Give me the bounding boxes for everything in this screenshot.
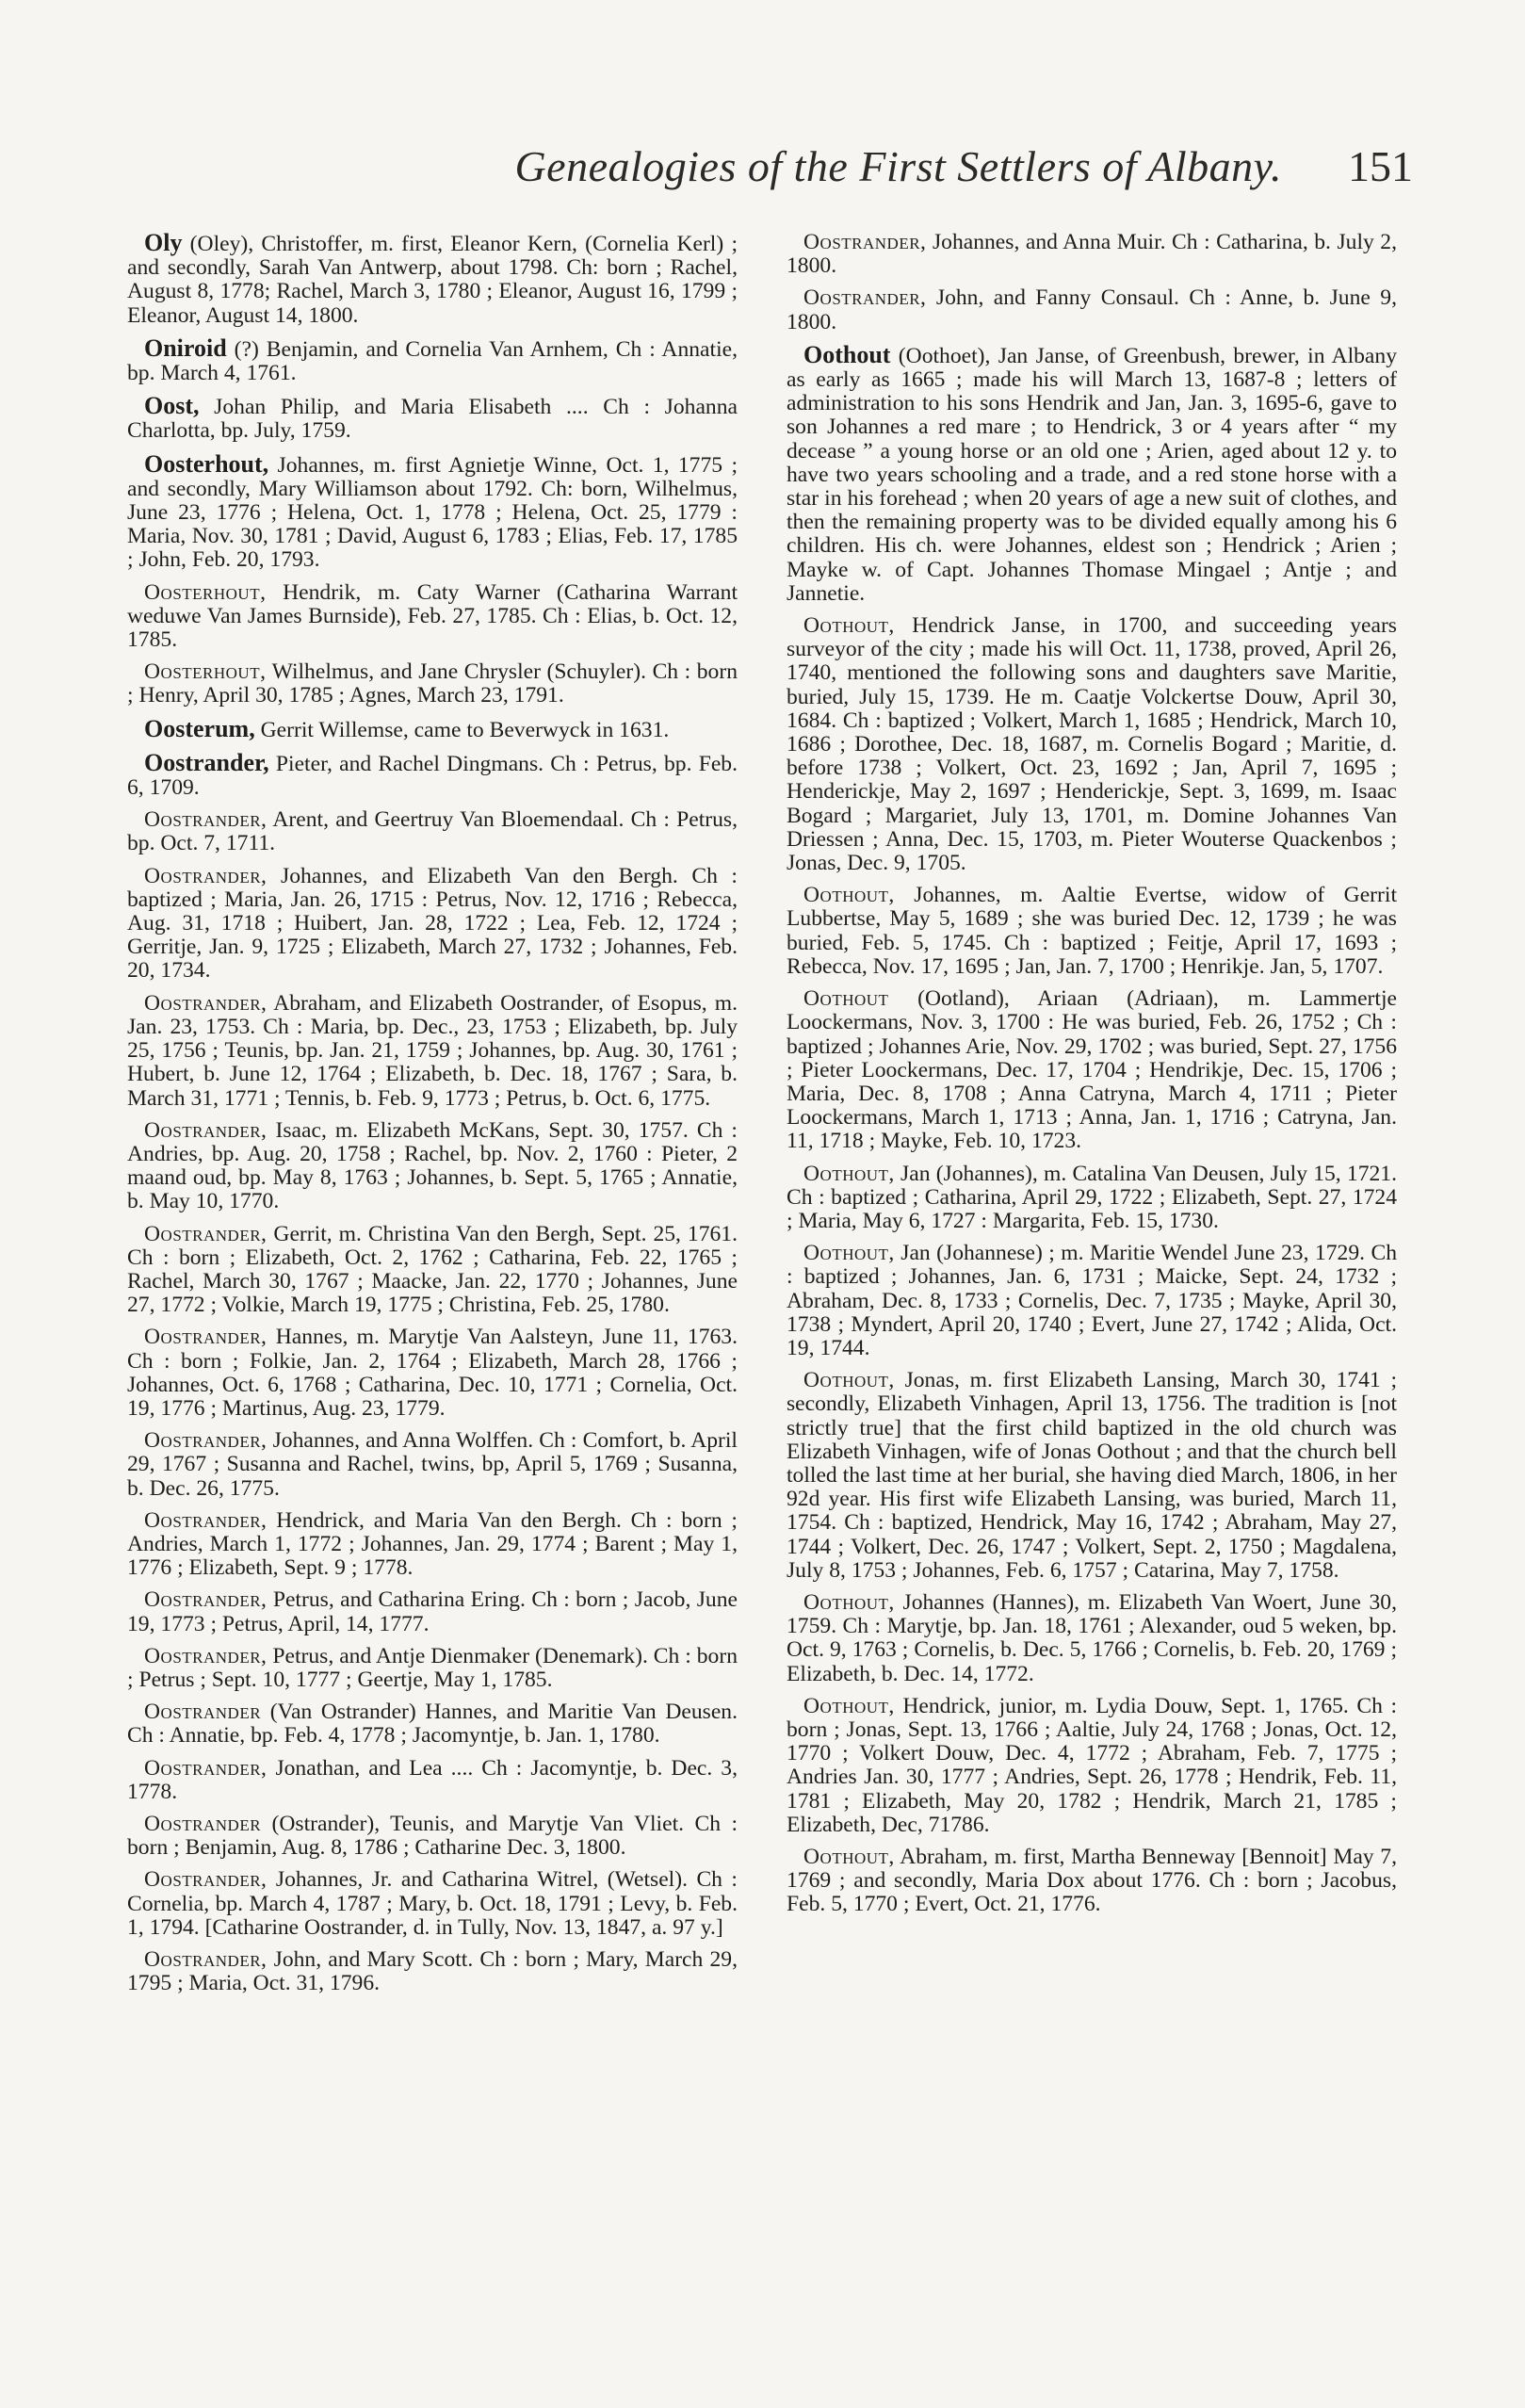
- genealogy-entry: [127, 1223, 738, 1318]
- entry-text: (Ootland), Ariaan (Adriaan), m. Lammertje Loockermans, Nov. 3, 1700 : He was buried, Feb. 26, 1752 ; Ch : baptized ; Johannes Arie, Nov. 29, 1702 ; was buried, Sept. 27, 1756 ; Pieter Loockermans, Dec. 17, 1704 ; Hendrikje, Dec. 15, 1706 ; Maria, Dec. 8, 1708 ; Anna Catryna, March 4, 1711 ; Pieter Loockermans, March 1, 1713 ; Anna, Jan. 1, 1716 ; Catryna, Jan. 11, 1718 ; Mayke, Feb. 10, 1723.: [787, 986, 1397, 1154]
- entry-text: Petrus, and Catharina Ering. Ch : born ; Jacob, June 19, 1773 ; Petrus, April, 14, 1777.: [127, 1587, 738, 1636]
- entry-surname: Oothout,: [803, 1368, 895, 1393]
- genealogy-entry: [127, 660, 738, 708]
- entry-surname: Oostrander,: [803, 285, 927, 311]
- genealogy-entry: [127, 336, 738, 385]
- entry-text: Isaac, m. Elizabeth McKans, Sept. 30, 1757. Ch : Andries, bp. Aug. 20, 1758 ; Rachel, bp. Nov. 2, 1760 : Pieter, 2 maand oud, bp. May 8, 1763 ; Johannes, b. Sept. 5, 1765 ; Annatie, b. May 10, 1770.: [127, 1117, 738, 1214]
- genealogy-entry: [787, 884, 1397, 979]
- entry-surname: Oostrander: [144, 1811, 262, 1836]
- genealogy-entry: [127, 1509, 738, 1581]
- genealogy-entry: [127, 748, 738, 801]
- genealogy-entry: [787, 231, 1397, 278]
- entry-surname: Oostrander,: [144, 1867, 268, 1893]
- entry-surname: Oosterhout,: [144, 659, 267, 685]
- entry-text: (Oley), Christoffer, m. first, Eleanor Kern, (Cornelia Kerl) ; and secondly, Sarah Van Antwerp, about 1798. Ch: born ; Rachel, August 8, 1778; Rachel, March 3, 1780 ; Eleanor, August 16, 1799 ; Eleanor, August 14, 1800.: [127, 232, 738, 328]
- genealogy-entry: [127, 992, 738, 1111]
- genealogy-entry: [127, 865, 738, 984]
- entry-surname: Oostrander,: [144, 1117, 268, 1143]
- entry-surname: Oostrander,: [144, 863, 268, 888]
- entry-surname: Oothout: [803, 340, 891, 368]
- entry-surname: Oostrander,: [144, 990, 268, 1016]
- genealogy-entry: [127, 1119, 738, 1214]
- entry-text: Johannes, and Anna Wolffen. Ch : Comfort, b. April 29, 1767 ; Susanna and Rachel, twins, bp, April 5, 1769 ; Susanna, b. Dec. 26, 1775.: [127, 1428, 738, 1501]
- entry-text: Johan Philip, and Maria Elisabeth .... Ch : Johanna Charlotta, bp. July, 1759.: [127, 395, 738, 444]
- entry-text: Gerrit Willemse, came to Beverwyck in 1631.: [254, 717, 670, 742]
- genealogy-entry: [787, 340, 1397, 606]
- entry-surname: Oostrander,: [144, 1221, 268, 1246]
- entry-text: (?) Benjamin, and Cornelia Van Arnhem, Ch : Annatie, bp. March 4, 1761.: [127, 336, 738, 386]
- entry-text: Jonathan, and Lea .... Ch : Jacomyntje, b. Dec. 3, 1778.: [127, 1755, 738, 1804]
- entry-surname: Oothout,: [803, 883, 895, 908]
- entry-text: (Oothoet), Jan Janse, of Greenbush, brewer, in Albany as early as 1665 ; made his will March 13, 1687-8 ; letters of administration to his sons Hendrik and Jan, Jan. 3, 1695-6, gave to son Johannes a red mare ; to Hendrick, 3 or 4 years after “ my decease ” a young horse or an old one ; Arien, aged about 12 y. to have two years schooling and a trade, and a red stone horse with a star in his forehead ; when 20 years of age a new suit of clothes, and then the remaining property was to be divided equally among his 6 children. His ch. were Johannes, eldest son ; Hendrick ; Arien ; Mayke w. of Capt. Johannes Thomase Mingael ; Antje ; and Jannetie.: [787, 343, 1397, 606]
- entry-surname: Oothout,: [803, 1241, 895, 1266]
- genealogy-entry: [127, 394, 738, 443]
- entry-text: Hannes, m. Marytje Van Aalsteyn, June 11, 1763. Ch : born ; Folkie, Jan. 2, 1764 ; Elizabeth, March 28, 1766 ; Johannes, Oct. 6, 1768 ; Catharina, Dec. 10, 1771 ; Cornelia, Oct. 19, 1776 ; Martinus, Aug. 23, 1779.: [127, 1325, 738, 1421]
- genealogy-entry: [787, 1591, 1397, 1686]
- entry-surname: Oosterhout,: [144, 579, 267, 605]
- entry-text: Hendrick, junior, m. Lydia Douw, Sept. 1, 1765. Ch : born ; Jonas, Sept. 13, 1766 ; Aaltie, July 24, 1768 ; Jonas, Oct. 12, 1770 ; Volkert Douw, Dec. 4, 1772 ; Abraham, Feb. 7, 1775 ; Andries Jan. 30, 1777 ; Andries, Sept. 26, 1778 ; Hendrik, Feb. 11, 1781 ; Elizabeth, May 20, 1782 ; Hendrik, March 21, 1785 ; Elizabeth, Dec, 71786.: [787, 1693, 1397, 1837]
- genealogy-entry: [127, 581, 738, 653]
- entry-surname: Oostrander,: [144, 1587, 268, 1613]
- entry-text: Johannes (Hannes), m. Elizabeth Van Woert, June 30, 1759. Ch : Marytje, bp. Jan. 18, 1761 ; Alexander, oud 5 weken, bp. Oct. 9, 1763 ; Cornelis, b. Dec. 5, 1766 ; Cornelis, b. Feb. 20, 1769 ; Elizabeth, b. Dec. 14, 1772.: [787, 1589, 1397, 1686]
- entry-text: (Van Ostrander) Hannes, and Maritie Van Deusen. Ch : Annatie, bp. Feb. 4, 1778 ; Jacomyntje, b. Jan. 1, 1780.: [127, 1700, 738, 1749]
- entry-surname: Oostrander,: [144, 807, 268, 833]
- entry-text: Pieter, and Rachel Dingmans. Ch : Petrus, bp. Feb. 6, 1709.: [127, 751, 738, 801]
- entry-surname: Oothout,: [803, 1845, 895, 1869]
- page-header: [358, 141, 1413, 207]
- genealogy-entry: [787, 286, 1397, 334]
- entry-text: Arent, and Geertruy Van Bloemendaal. Ch : Petrus, bp. Oct. 7, 1711.: [127, 807, 738, 856]
- genealogy-entry: [127, 1429, 738, 1501]
- running-title: Genealogies of the First Settlers of Albany.: [514, 142, 1282, 190]
- entry-text: Hendrik, m. Caty Warner (Catharina Warrant weduwe Van James Burnside), Feb. 27, 1785. Ch : Elias, b. Oct. 12, 1785.: [127, 579, 738, 653]
- genealogy-entry: [787, 1163, 1397, 1234]
- genealogy-entry: [127, 1948, 738, 1995]
- entry-surname: Oly: [144, 229, 183, 256]
- entry-text: Petrus, and Antje Dienmaker (Denemark). Ch : born ; Petrus ; Sept. 10, 1777 ; Geertje, May 1, 1785.: [127, 1643, 738, 1692]
- genealogy-entry: [787, 614, 1397, 875]
- entry-text: Johannes, and Anna Muir. Ch : Catharina, b. July 2, 1800.: [787, 230, 1397, 279]
- entry-surname: Oniroid: [144, 334, 227, 362]
- entry-surname: Oothout,: [803, 1161, 895, 1186]
- entry-text: Johannes, and Elizabeth Van den Bergh. Ch : baptized ; Maria, Jan. 26, 1715 : Petrus, Nov. 12, 1716 ; Rebecca, Aug. 31, 1718 ; Huibert, Jan. 28, 1722 ; Lea, Feb. 12, 1724 ; Gerritje, Jan. 9, 1725 ; Elizabeth, March 27, 1732 ; Johannes, Feb. 20, 1734.: [127, 863, 738, 984]
- right-column: [787, 231, 1397, 1926]
- genealogy-entry: [127, 1813, 738, 1860]
- genealogy-entry: [127, 1868, 738, 1940]
- entry-surname: Oostrander,: [803, 230, 927, 254]
- entry-text: Jan (Johannese) ; m. Maritie Wendel June 23, 1729. Ch : baptized ; Johannes, Jan. 6, 1731 ; Maicke, Sept. 24, 1732 ; Abraham, Dec. 8, 1733 ; Cornelis, Dec. 7, 1735 ; Mayke, April 30, 1738 ; Myndert, April 20, 1740 ; Evert, June 27, 1742 ; Alida, Oct. 19, 1744.: [787, 1241, 1397, 1360]
- entry-text: John, and Fanny Consaul. Ch : Anne, b. June 9, 1800.: [787, 285, 1397, 334]
- entry-text: Jonas, m. first Elizabeth Lansing, March 30, 1741 ; secondly, Elizabeth Vinhagen, April 13, 1756. The tradition is [not strictly true] that the first child baptized in the old church was Elizabeth Vinhagen, wife of Jonas Oothout ; and that the church bell tolled the last time at her burial, she having died March, 1806, in her 92d year. His first wife Elizabeth Lansing, was buried, March 11, 1754. Ch : baptized, Hendrick, May 16, 1742 ; Abraham, May 27, 1744 ; Volkert, Dec. 26, 1747 ; Volkert, Sept. 2, 1750 ; Magdalena, July 8, 1753 ; Johannes, Feb. 6, 1757 ; Catarina, May 7, 1758.: [787, 1368, 1397, 1583]
- entry-surname: Oothout,: [803, 1589, 895, 1615]
- page-number: 151: [1348, 142, 1413, 190]
- left-column: [127, 231, 738, 2004]
- entry-surname: Oostrander,: [144, 1428, 268, 1454]
- genealogy-entry: [127, 808, 738, 855]
- entry-surname: Oostrander,: [144, 1507, 268, 1533]
- entry-text: Johannes, m. first Agnietje Winne, Oct. 1, 1775 ; and secondly, Mary Williamson about 1792. Ch: born, Wilhelmus, June 23, 1776 ; Helena, Oct. 1, 1778 ; Helena, Oct. 25, 1779 : Maria, Nov. 30, 1781 ; David, August 6, 1783 ; Elias, Feb. 17, 1785 ; John, Feb. 20, 1793.: [127, 452, 738, 573]
- entry-surname: Oothout,: [803, 1693, 895, 1718]
- genealogy-entry: [127, 1645, 738, 1692]
- entry-text: Hendrick, and Maria Van den Bergh. Ch : born ; Andries, March 1, 1772 ; Johannes, Jan. 29, 1774 ; Barent ; May 1, 1776 ; Elizabeth, Sept. 9 ; 1778.: [127, 1507, 738, 1581]
- entry-text: Gerrit, m. Christina Van den Bergh, Sept. 25, 1761. Ch : born ; Elizabeth, Oct. 2, 1762 ; Catharina, Feb. 22, 1765 ; Rachel, March 30, 1767 ; Maacke, Jan. 22, 1770 ; Johannes, June 27, 1772 ; Volkie, March 19, 1775 ; Christina, Feb. 25, 1780.: [127, 1221, 738, 1318]
- genealogy-entry: [787, 1369, 1397, 1583]
- entry-text: Abraham, and Elizabeth Oostrander, of Esopus, m. Jan. 23, 1753. Ch : Maria, bp. Dec., 23, 1753 ; Elizabeth, bp. July 25, 1756 ; Teunis, bp. Jan. 21, 1759 ; Johannes, bp. Aug. 30, 1761 ; Hubert, b. June 12, 1764 ; Elizabeth, b. Dec. 18, 1767 ; Sara, b. March 31, 1771 ; Tennis, b. Feb. 9, 1773 ; Petrus, b. Oct. 6, 1775.: [127, 990, 738, 1111]
- genealogy-entry: [127, 231, 738, 328]
- genealogy-entry: [127, 1757, 738, 1804]
- entry-surname: Oostrander,: [144, 1947, 268, 1972]
- genealogy-entry: [787, 1695, 1397, 1837]
- entry-text: John, and Mary Scott. Ch : born ; Mary, March 29, 1795 ; Maria, Oct. 31, 1796.: [127, 1947, 738, 1996]
- genealogy-entry: [787, 1242, 1397, 1360]
- entry-surname: Oothout,: [803, 613, 895, 639]
- entry-surname: Oostrander,: [144, 1755, 268, 1781]
- entry-text: Johannes, m. Aaltie Evertse, widow of Gerrit Lubbertse, May 5, 1689 ; she was buried Dec. 12, 1739 ; he was buried, Feb. 5, 1745. Ch : baptized ; Feitje, April 17, 1693 ; Rebecca, Nov. 17, 1695 ; Jan, Jan. 7, 1700 ; Henrikje. Jan, 5, 1707.: [787, 883, 1397, 979]
- entry-text: Abraham, m. first, Martha Benneway [Bennoit] May 7, 1769 ; and secondly, Maria Dox about 1776. Ch : born ; Jacobus, Feb. 5, 1770 ; Evert, Oct. 21, 1776.: [787, 1845, 1397, 1917]
- entry-surname: Oostrander: [144, 1700, 262, 1725]
- entry-text: Wilhelmus, and Jane Chrysler (Schuyler). Ch : born ; Henry, April 30, 1785 ; Agnes, March 23, 1791.: [127, 659, 738, 708]
- entry-text: (Ostrander), Teunis, and Marytje Van Vliet. Ch : born ; Benjamin, Aug. 8, 1786 ; Catharine Dec. 3, 1800.: [127, 1811, 738, 1861]
- entry-text: Jan (Johannes), m. Catalina Van Deusen, July 15, 1721. Ch : baptized ; Catharina, April 29, 1722 ; Elizabeth, Sept. 27, 1724 ; Maria, May 6, 1727 : Margarita, Feb. 15, 1730.: [787, 1161, 1397, 1233]
- entry-text: Johannes, Jr. and Catharina Witrel, (Wetsel). Ch : Cornelia, bp. March 4, 1787 ; Mary, b. Oct. 18, 1791 ; Levy, b. Feb. 1, 1794. [Catharine Oostrander, d. in Tully, Nov. 13, 1847, a. 97 y.]: [127, 1867, 738, 1940]
- genealogy-entry: [127, 714, 738, 742]
- entry-surname: Oostrander,: [144, 1643, 268, 1668]
- entry-surname: Oothout: [803, 986, 889, 1012]
- entry-text: Hendrick Janse, in 1700, and succeeding years surveyor of the city ; made his will Oct. 11, 1738, proved, April 26, 1740, mentioned the following sons and daughters save Maritie, buried, July 15, 1739. He m. Caatje Volckertse Douw, April 30, 1684. Ch : baptized ; Volkert, March 1, 1685 ; Hendrick, March 10, 1686 ; Dorothee, Dec. 18, 1687, m. Cornelis Bogard ; Maritie, d. before 1738 ; Volkert, Oct. 23, 1692 ; Jan, April 7, 1695 ; Henderickje, May 2, 1697 ; Henderickje, Sept. 3, 1699, m. Isaac Bogard ; Margariet, July 13, 1701, m. Domine Johannes Van Driessen ; Anna, Dec. 15, 1703, m. Pieter Wouterse Quackenbos ; Jonas, Dec. 9, 1705.: [787, 613, 1397, 876]
- genealogy-entry: [127, 449, 738, 573]
- entry-surname: Oost,: [144, 392, 200, 420]
- entry-surname: Oostrander,: [144, 748, 269, 776]
- entry-surname: Oosterhout,: [144, 449, 269, 478]
- entry-surname: Oosterum,: [144, 714, 255, 742]
- entry-surname: Oostrander,: [144, 1325, 268, 1350]
- genealogy-entry: [787, 1846, 1397, 1917]
- genealogy-entry: [127, 1588, 738, 1635]
- genealogy-entry: [787, 987, 1397, 1153]
- genealogy-entry: [127, 1326, 738, 1421]
- genealogy-entry: [127, 1700, 738, 1748]
